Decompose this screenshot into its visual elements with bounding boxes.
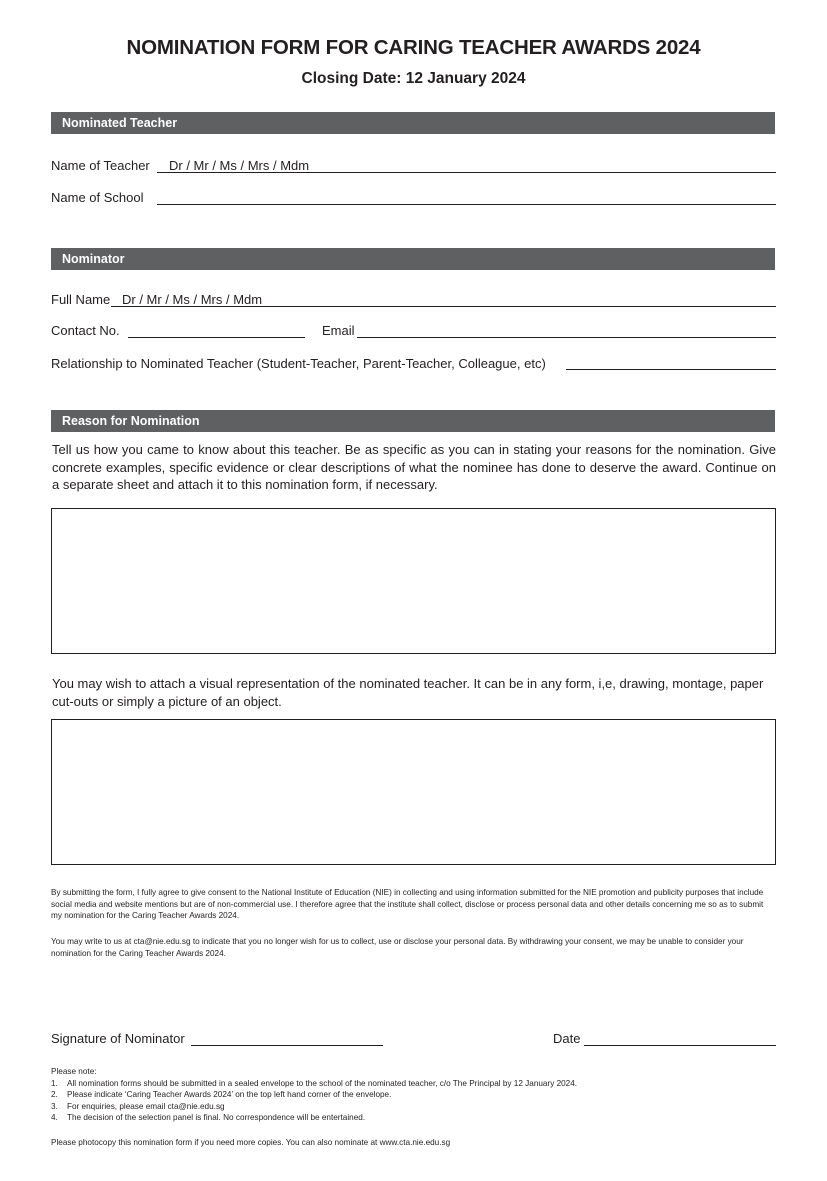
list-item (51, 1078, 776, 1090)
visual-instructions: You may wish to attach a visual representation of the nominated teacher. It can be in any form, i,e, drawing, montage, paper cut-outs or simply a picture of an object. (52, 676, 764, 709)
contact-field[interactable] (128, 337, 305, 338)
form-title: NOMINATION FORM FOR CARING TEACHER AWARDS 2024 (126, 36, 701, 59)
signature-label: Signature of Nominator (51, 1031, 185, 1046)
email-field[interactable] (357, 337, 776, 338)
teacher-name-title-options: Dr / Mr / Ms / Mrs / Mdm (169, 158, 310, 173)
note-text: Please indicate ‘Caring Teacher Awards 2024’ on the top left hand corner of the envelope. (67, 1090, 392, 1099)
reason-text-box[interactable] (51, 508, 776, 654)
list-item (51, 1089, 776, 1101)
notes-list (51, 1078, 776, 1124)
section-header-nominated-teacher: Nominated Teacher (51, 112, 775, 134)
list-item (51, 1112, 776, 1124)
note-number: 2. (51, 1090, 58, 1099)
note-number: 3. (51, 1101, 58, 1111)
notes-section (51, 1066, 776, 1124)
section-header-reason: Reason for Nomination (51, 410, 775, 432)
date-label: Date (553, 1031, 581, 1046)
school-name-label: Name of School (51, 190, 144, 205)
consent-paragraph-2: You may write to us at cta@nie.edu.sg to indicate that you no longer wish for us to collect, use or disclose your personal data. By withdrawing your consent, we may be unable to consider your nomination for the Caring Teacher Awards 2024. (51, 937, 744, 958)
contact-label: Contact No. (51, 323, 120, 338)
email-label: Email (322, 323, 355, 338)
note-number: 1. (51, 1078, 58, 1088)
note-text: The decision of the selection panel is final. No correspondence will be entertained. (67, 1113, 366, 1122)
closing-date: Closing Date: 12 January 2024 (301, 70, 526, 87)
school-name-field[interactable] (157, 204, 776, 205)
date-field[interactable] (584, 1045, 776, 1046)
reason-instructions: Tell us how you came to know about this teacher. Be as specific as you can in stating your reasons for the nomination. Give concrete examples, specific evidence or clear descriptions of what the nominee has done to deserve the award. Continue on a separate sheet and attach it to this nomination form, if necessary. (52, 442, 776, 492)
full-name-label: Full Name (51, 292, 111, 307)
note-text: All nomination forms should be submitted in a sealed envelope to the school of the nominated teacher, c/o The Principal by 12 January 2024. (67, 1078, 578, 1088)
teacher-name-label: Name of Teacher (51, 158, 150, 173)
notes-footer: Please photocopy this nomination form if you need more copies. You can also nominate at www.cta.nie.edu.sg (51, 1138, 451, 1147)
relationship-field[interactable] (566, 369, 776, 370)
full-name-title-options: Dr / Mr / Ms / Mrs / Mdm (122, 292, 263, 307)
relationship-label: Relationship to Nominated Teacher (Student-Teacher, Parent-Teacher, Colleague, etc) (51, 356, 546, 371)
note-number: 4. (51, 1113, 58, 1122)
note-text: For enquiries, please email cta@nie.edu.sg (67, 1101, 225, 1111)
visual-attachment-box[interactable] (51, 719, 776, 865)
signature-field[interactable] (191, 1045, 383, 1046)
section-header-nominator: Nominator (51, 248, 775, 270)
notes-heading: Please note: (51, 1067, 97, 1076)
consent-paragraph-1: By submitting the form, I fully agree to give consent to the National Institute of Education (NIE) in collecting and using information submitted for the NIE promotion and publicity purposes that include social media and website mentions but are of non-commercial use. I therefore agree that the institute shall collect, disclose or process personal data and other details concerning me so as to submit my nomination for the Caring Teacher Awards 2024. (51, 888, 764, 920)
list-item (51, 1101, 776, 1113)
